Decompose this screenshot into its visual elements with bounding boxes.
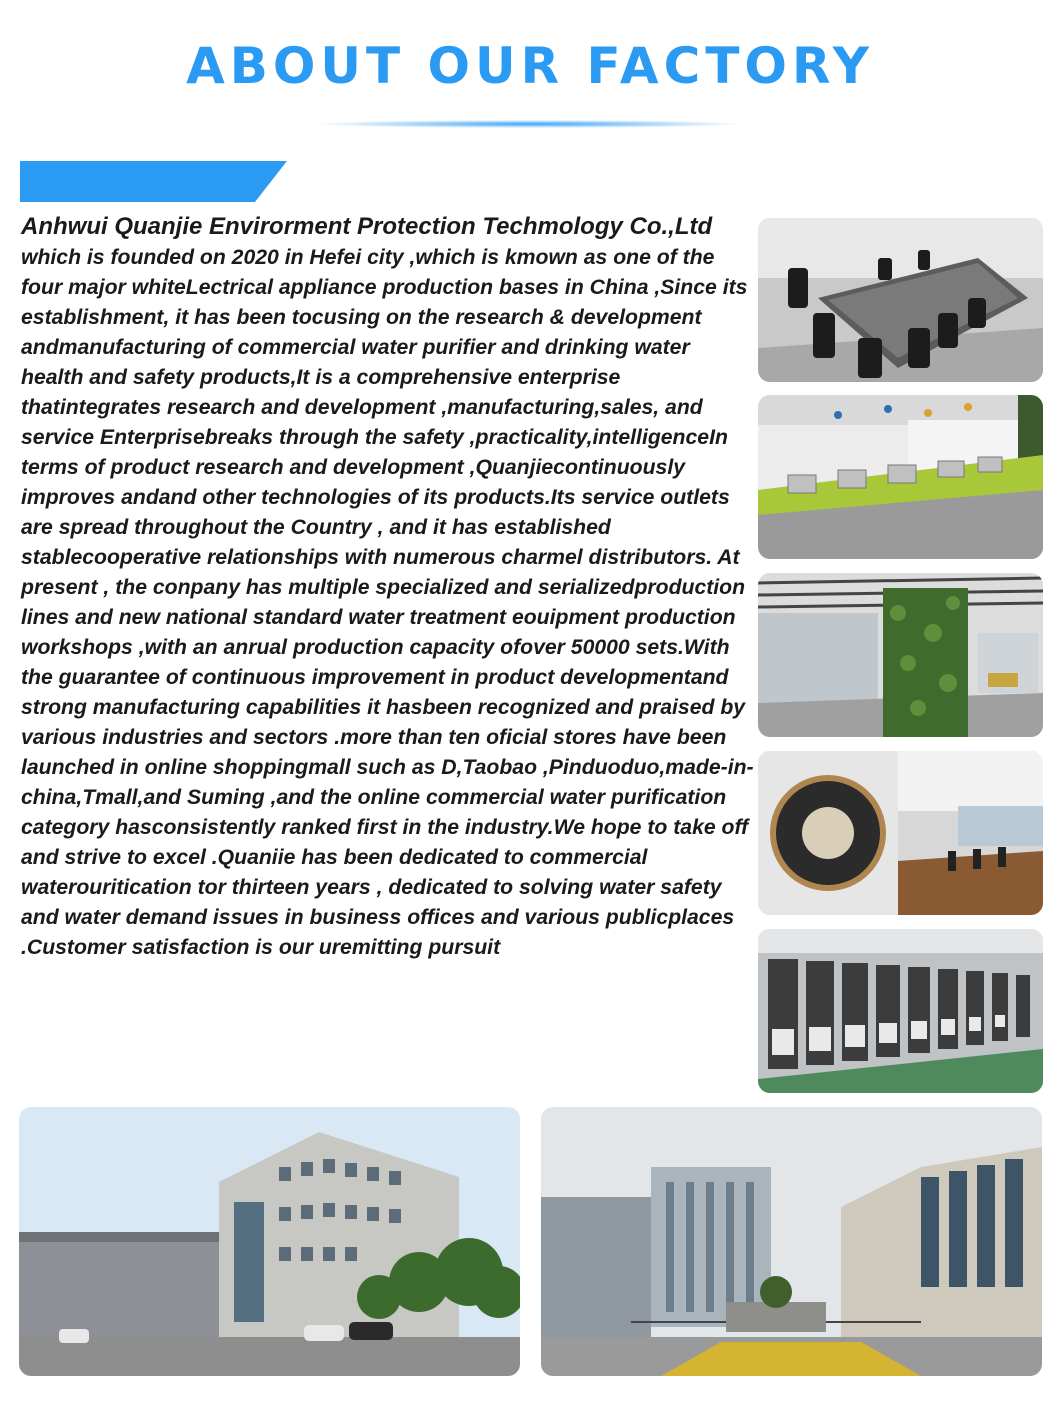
- office-green-wall-photo: [758, 573, 1043, 737]
- showroom-photo: [758, 395, 1043, 559]
- title-underline: [320, 120, 740, 128]
- intro-body: which is founded on 2020 in Hefei city ,which is kmown as one of the four major whiteLectrical appliance production bases in China ,Since its establishment, it has been tocusing on the research & development andmanufacturing of commercial water purifier and drinking water health and safety products,It is a comprehensive enterprise thatintegrates research and development ,manufacturing,sales, and service Enterprisebreaks through the safety ,practicality,intelligenceIn terms of product research and development ,Quanjiecontinuously improves andand other technologies of its products.Its service outlets are spread throughout the Country , and it has established stablecooperative relationships with numerous charmel distributors. At present , the conpany has multiple specialized and serializedproduction lines and new national standard water treatment eouipment production workshops ,with an anrual production capacity ofover 50000 sets.With the guarantee of continuous improvement in product developmentand strong manufacturing capabilities it hasbeen recognized and praised by various industries and sectors .more than ten oficial stores have been launched in online shoppingmall such as D,Taobao ,Pinduoduo,made-in-china,Tmall,and Suming ,and the online commercial water purification category hasconsistently ranked first in the industry.We hope to take off and strive to excel .Quaniie has been dedicated to commercial waterouritication tor thirteen years , dedicated to solving water safety and water demand issues in business offices and various publicplaces .Customer satisfaction is our uremitting pursuit: [21, 246, 754, 959]
- production-line-photo: [758, 929, 1043, 1093]
- page-title: ABOUT OUR FACTORY: [186, 37, 874, 95]
- meeting-room-photo: [758, 218, 1043, 382]
- factory-gate-photo: [541, 1107, 1042, 1376]
- intro-paragraph: [21, 212, 757, 963]
- company-name: Anhwui Quanjie Envirorment Protection Techmology Co.,Ltd: [21, 213, 713, 240]
- factory-building-photo: [19, 1107, 520, 1376]
- reception-hall-photo: [758, 751, 1043, 915]
- section-ribbon: [20, 161, 287, 202]
